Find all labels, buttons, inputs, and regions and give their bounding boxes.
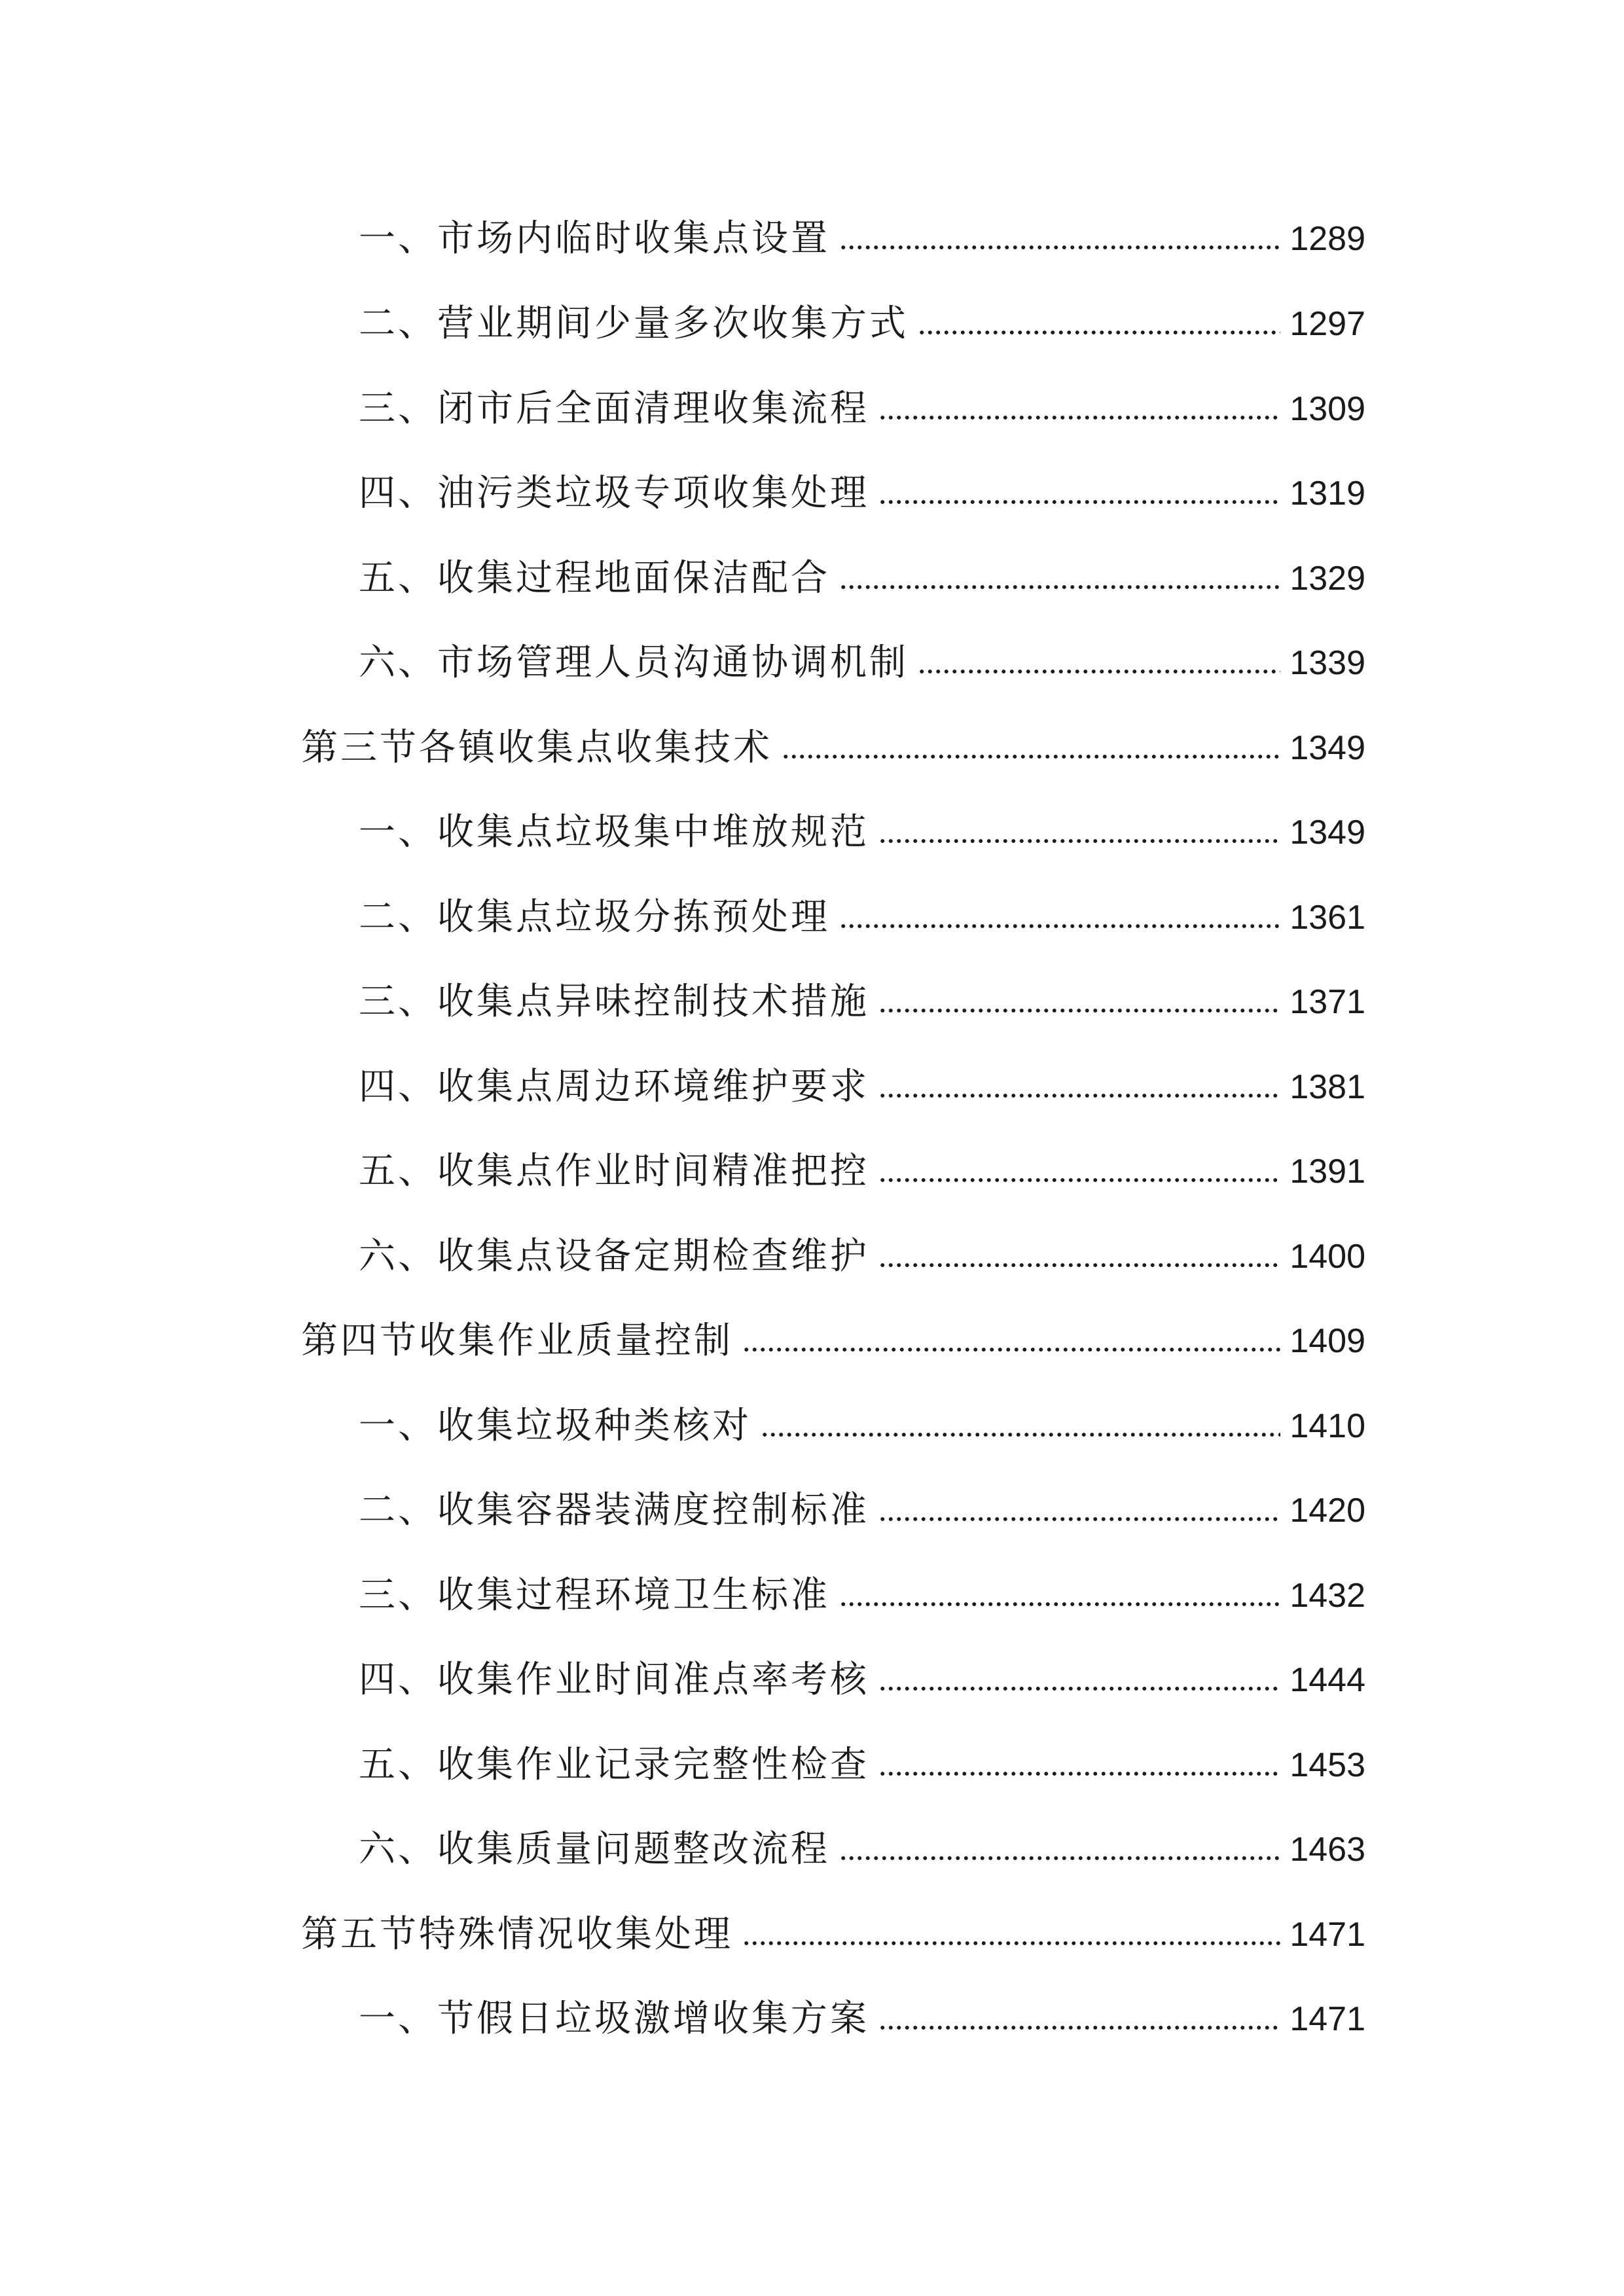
toc-entry-page: 1361 — [1290, 899, 1365, 937]
dot-leader — [878, 1092, 1280, 1100]
dot-leader — [878, 1261, 1280, 1269]
toc-entry-title: 二、收集点垃圾分拣预处理 — [359, 896, 830, 939]
toc-entry-title: 二、营业期间少量多次收集方式 — [359, 302, 909, 345]
toc-entry-page: 1432 — [1290, 1577, 1365, 1615]
toc-entry-title: 三、收集过程环境卫生标准 — [359, 1574, 830, 1617]
toc-entry-page: 1297 — [1290, 305, 1365, 343]
toc-entry-title: 第四节收集作业质量控制 — [301, 1319, 733, 1362]
toc-entry[interactable] — [359, 464, 1365, 523]
toc-entry[interactable] — [301, 1312, 1365, 1371]
dot-leader — [878, 837, 1280, 845]
toc-entry-title: 五、收集过程地面保洁配合 — [359, 557, 830, 600]
dot-leader — [878, 1007, 1280, 1014]
dot-leader — [839, 583, 1280, 591]
dot-leader — [742, 1346, 1280, 1354]
toc-entry-page: 1409 — [1290, 1322, 1365, 1360]
toc-entry-title: 六、收集点设备定期检查维护 — [359, 1235, 869, 1278]
toc-entry[interactable] — [359, 1990, 1365, 2049]
toc-entry[interactable] — [359, 634, 1365, 692]
toc-entry[interactable] — [359, 803, 1365, 862]
toc-entry-page: 1463 — [1290, 1831, 1365, 1869]
dot-leader — [839, 922, 1280, 930]
toc-entry-page: 1420 — [1290, 1492, 1365, 1530]
toc-entry-page: 1453 — [1290, 1746, 1365, 1784]
dot-leader — [878, 1770, 1280, 1778]
toc-entry-page: 1371 — [1290, 983, 1365, 1021]
dot-leader — [761, 1431, 1280, 1439]
dot-leader — [878, 498, 1280, 506]
dot-leader — [918, 668, 1280, 675]
toc-entry-title: 四、油污类垃圾专项收集处理 — [359, 472, 869, 514]
toc-entry-page: 1381 — [1290, 1068, 1365, 1106]
toc-entry-page: 1444 — [1290, 1661, 1365, 1699]
dot-leader — [878, 414, 1280, 422]
toc-entry-page: 1349 — [1290, 814, 1365, 852]
toc-entry-title: 二、收集容器装满度控制标准 — [359, 1489, 869, 1532]
toc-entry[interactable] — [359, 209, 1365, 268]
toc-entry-title: 第五节特殊情况收集处理 — [301, 1913, 733, 1956]
toc-entry-title: 四、收集作业时间准点率考核 — [359, 1659, 869, 1701]
dot-leader — [918, 329, 1280, 336]
toc-entry-page: 1349 — [1290, 729, 1365, 767]
toc-entry-title: 三、闭市后全面清理收集流程 — [359, 387, 869, 430]
dot-leader — [839, 1600, 1280, 1608]
toc-entry-page: 1319 — [1290, 475, 1365, 512]
toc-entry[interactable] — [359, 973, 1365, 1031]
toc-entry[interactable] — [359, 1566, 1365, 1625]
toc-entry-title: 一、市场内临时收集点设置 — [359, 217, 830, 260]
toc-entry[interactable] — [359, 1142, 1365, 1201]
dot-leader — [878, 1685, 1280, 1693]
toc-entry-title: 一、节假日垃圾激增收集方案 — [359, 1998, 869, 2040]
toc-entry-title: 六、市场管理人员沟通协调机制 — [359, 641, 909, 684]
toc-entry[interactable] — [359, 1227, 1365, 1286]
toc-entry[interactable] — [359, 380, 1365, 439]
toc-entry[interactable] — [359, 1058, 1365, 1117]
toc-entry[interactable] — [301, 719, 1365, 778]
dot-leader — [878, 2024, 1280, 2032]
toc-entry-page: 1410 — [1290, 1407, 1365, 1445]
toc-entry[interactable] — [359, 1481, 1365, 1540]
dot-leader — [839, 243, 1280, 251]
toc-entry[interactable] — [359, 1651, 1365, 1710]
toc-entry[interactable] — [359, 888, 1365, 947]
dot-leader — [742, 1939, 1280, 1947]
toc-entry-title: 一、收集点垃圾集中堆放规范 — [359, 811, 869, 853]
dot-leader — [878, 1515, 1280, 1523]
dot-leader — [782, 753, 1280, 761]
toc-entry-title: 第三节各镇收集点收集技术 — [301, 726, 772, 769]
toc-entry-title: 六、收集质量问题整改流程 — [359, 1828, 830, 1871]
toc-entry-page: 1309 — [1290, 390, 1365, 428]
toc-entry[interactable] — [301, 1905, 1365, 1964]
toc-entry-page: 1471 — [1290, 1916, 1365, 1954]
toc-entry[interactable] — [359, 1736, 1365, 1795]
dot-leader — [878, 1176, 1280, 1184]
toc-entry-title: 一、收集垃圾种类核对 — [359, 1405, 751, 1447]
toc-entry-title: 五、收集作业记录完整性检查 — [359, 1744, 869, 1786]
toc-entry[interactable] — [359, 295, 1365, 353]
toc-entry-title: 五、收集点作业时间精准把控 — [359, 1150, 869, 1193]
toc-entry[interactable] — [359, 1820, 1365, 1879]
toc-entry-page: 1329 — [1290, 560, 1365, 598]
toc-entry-page: 1400 — [1290, 1238, 1365, 1276]
dot-leader — [839, 1854, 1280, 1862]
toc-entry-title: 三、收集点异味控制技术措施 — [359, 980, 869, 1023]
toc-entry-page: 1339 — [1290, 644, 1365, 682]
toc-entry-title: 四、收集点周边环境维护要求 — [359, 1066, 869, 1108]
toc-entry[interactable] — [359, 1397, 1365, 1456]
toc-entry-page: 1471 — [1290, 2000, 1365, 2038]
toc-entry-page: 1289 — [1290, 220, 1365, 258]
toc-entry[interactable] — [359, 549, 1365, 608]
toc-entry-page: 1391 — [1290, 1153, 1365, 1191]
